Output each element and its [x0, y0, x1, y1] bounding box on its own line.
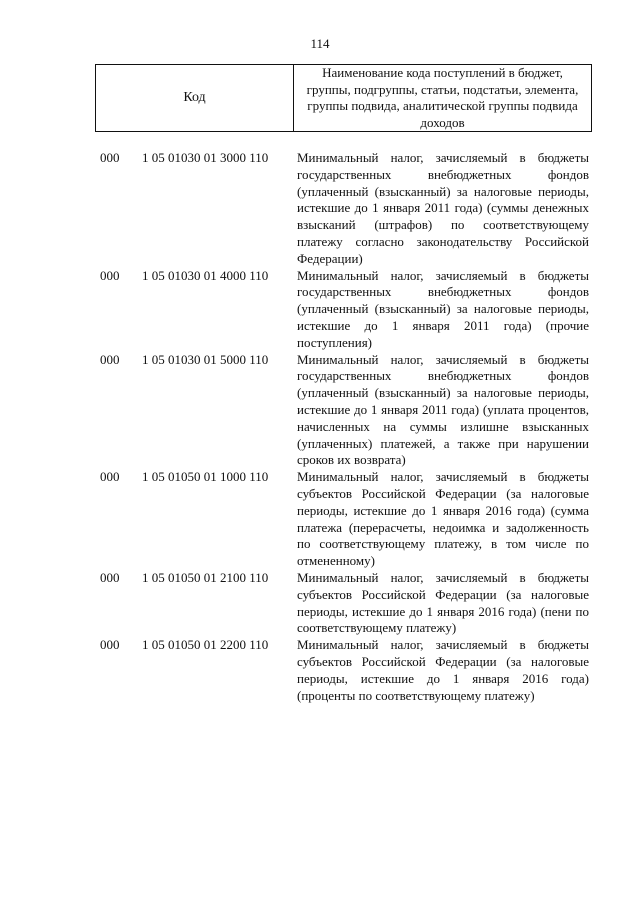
admin-code: 000 — [100, 150, 120, 165]
budget-code: 1 05 01030 01 4000 110 — [142, 267, 269, 283]
code-description: Минимальный налог, зачисляемый в бюджеты субъектов Российской Федерации (за налоговые периоды, истекшие до 1 января 2016 года) (сумма платежа (перерасчеты, недоимка и задолженность по соответствующему платежу, в том числе по отмененному) — [297, 469, 589, 569]
admin-code: 000 — [100, 469, 120, 485]
code-description: Минимальный налог, зачисляемый в бюджеты государственных внебюджетных фондов (уплаченный (взысканный) за налоговые периоды, истекшие до 1 января 2011 года) (уплата процентов, начисленных на суммы излишне взысканных (уплаченных) платежей, а также при нарушении сроков их возврата) — [297, 351, 589, 468]
budget-code: 1 05 01030 01 5000 110 — [142, 351, 269, 367]
code-description: Минимальный налог, зачисляемый в бюджеты государственных внебюджетных фондов (уплаченный (взысканный) за налоговые периоды, истекшие до 1 января 2011 года) (суммы денежных взысканий (штрафов) по соответствующему платежу согласно законодательству Российской Федерации) — [297, 150, 589, 266]
admin-code: 000 — [100, 351, 120, 367]
table-row — [0, 469, 640, 570]
table-row — [0, 352, 640, 470]
table-row — [0, 637, 640, 704]
code-list — [0, 150, 640, 704]
table-row — [0, 150, 640, 268]
budget-code: 1 05 01050 01 2100 110 — [142, 569, 269, 585]
header-code-column: Код — [96, 65, 294, 131]
table-row — [0, 570, 640, 637]
admin-code: 000 — [100, 569, 120, 585]
code-description: Минимальный налог, зачисляемый в бюджеты государственных внебюджетных фондов (уплаченный (взысканный) за налоговые периоды, истекшие до 1 января 2011 года) (прочие поступления) — [297, 267, 589, 350]
header-name-column: Наименование кода поступлений в бюджет, группы, подгруппы, статьи, подстатьи, элемента, группы подвида, аналитической группы подвида доходов — [306, 65, 579, 130]
admin-code: 000 — [100, 267, 120, 283]
code-description: Минимальный налог, зачисляемый в бюджеты субъектов Российской Федерации (за налоговые периоды, истекшие до 1 января 2016 года) (пени по соответствующему платежу) — [297, 569, 589, 636]
table-row — [0, 268, 640, 352]
table-header — [95, 64, 592, 132]
page-number: 114 — [310, 36, 330, 51]
budget-code: 1 05 01030 01 3000 110 — [142, 150, 269, 165]
admin-code: 000 — [100, 637, 120, 653]
budget-code: 1 05 01050 01 1000 110 — [142, 469, 269, 485]
budget-code: 1 05 01050 01 2200 110 — [142, 637, 269, 653]
code-description: Минимальный налог, зачисляемый в бюджеты субъектов Российской Федерации (за налоговые периоды, истекшие до 1 января 2016 года) (проценты по соответствующему платежу) — [297, 637, 589, 703]
